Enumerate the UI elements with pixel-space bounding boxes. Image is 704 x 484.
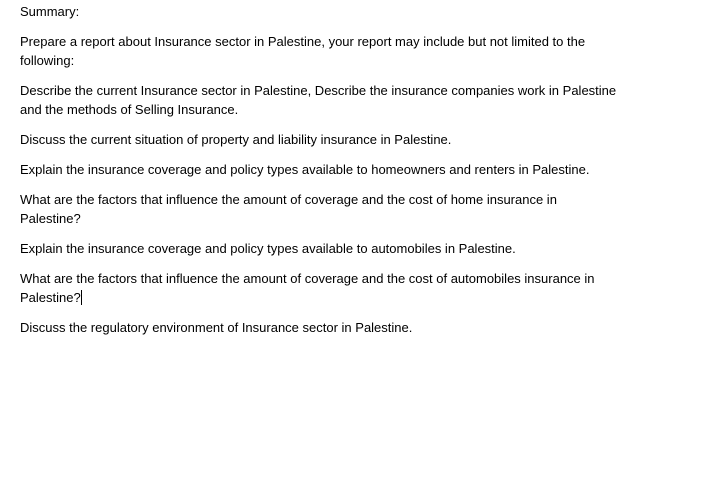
- paragraph-2-line-1: Describe the current Insurance sector in Palestine, Describe the insurance companies work in Palestine: [20, 83, 617, 98]
- paragraph-8-line-1: Discuss the regulatory environment of Insurance sector in Palestine.: [20, 320, 413, 335]
- paragraph-5-line-1: What are the factors that influence the amount of coverage and the cost of home insurance in: [20, 192, 557, 207]
- paragraph-1-line-1: Prepare a report about Insurance sector in Palestine, your report may include but not limited to the: [20, 34, 586, 49]
- paragraph-2-line-2: and the methods of Selling Insurance.: [20, 102, 239, 117]
- paragraph-7-line-2-wrap: [20, 288, 82, 307]
- paragraph-5-line-2: Palestine?: [20, 211, 81, 226]
- paragraph-6-line-1: Explain the insurance coverage and policy types available to automobiles in Palestine.: [20, 241, 516, 256]
- paragraph-1-line-2: following:: [20, 53, 75, 68]
- paragraph-3-line-1: Discuss the current situation of property and liability insurance in Palestine.: [20, 132, 452, 147]
- paragraph-7-line-2: Palestine?: [20, 290, 81, 305]
- paragraph-4-line-1: Explain the insurance coverage and policy types available to homeowners and renters in Palestine.: [20, 162, 590, 177]
- summary-heading: Summary:: [20, 4, 80, 19]
- text-cursor: [81, 290, 82, 305]
- paragraph-7-line-1: What are the factors that influence the amount of coverage and the cost of automobiles insurance in: [20, 271, 595, 286]
